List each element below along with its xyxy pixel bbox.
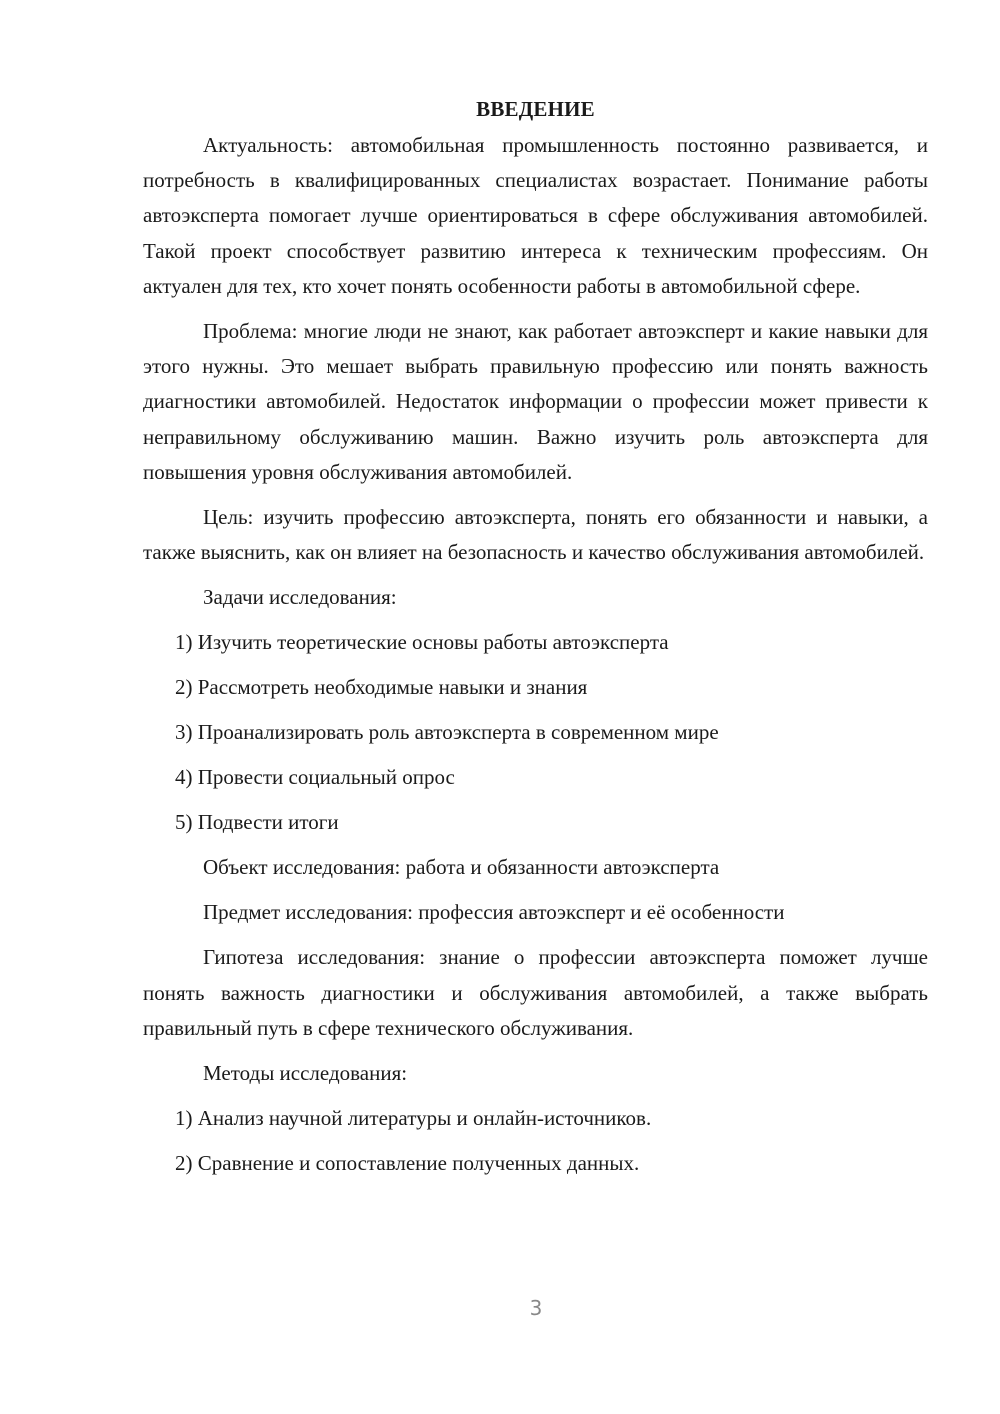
goal-paragraph: Цель: изучить профессию автоэксперта, понять его обязанности и навыки, а также выяснить, как он влияет на безопасность и качество обслуживания автомобилей.: [143, 505, 928, 565]
list-item: 2) Рассмотреть необходимые навыки и знания: [175, 675, 588, 700]
list-item: 2) Сравнение и сопоставление полученных данных.: [175, 1151, 640, 1176]
research-object: Объект исследования: работа и обязанности автоэксперта: [203, 855, 720, 880]
relevance-paragraph: Актуальность: автомобильная промышленность постоянно развивается, и потребность в квалифицированных специалистах возрастает. Понимание работы автоэксперта помогает лучше ориентироваться в сфере обслуживания автомобилей. Такой проект способствует развитию интереса к техническим профессиям. Он актуален для тех, кто хочет понять особенности работы в автомобильной сфере.: [143, 133, 928, 298]
page-number: 3: [529, 1296, 543, 1320]
section-title: ВВЕДЕНИЕ: [476, 97, 595, 121]
list-item: 4) Провести социальный опрос: [175, 765, 455, 790]
hypothesis-paragraph: Гипотеза исследования: знание о профессии автоэксперта поможет лучше понять важность диагностики и обслуживания автомобилей, а также выбрать правильный путь в сфере технического обслуживания.: [143, 945, 928, 1040]
list-item: 1) Анализ научной литературы и онлайн-источников.: [175, 1106, 652, 1131]
methods-list: [143, 1101, 928, 1181]
research-subject: Предмет исследования: профессия автоэксперт и её особенности: [203, 900, 785, 925]
problem-paragraph: Проблема: многие люди не знают, как работает автоэксперт и какие навыки для этого нужны. Это мешает выбрать правильную профессию или понять важность диагностики автомобилей. Недостаток информации о профессии может привести к неправильному обслуживанию машин. Важно изучить роль автоэксперта для повышения уровня обслуживания автомобилей.: [143, 319, 928, 484]
methods-heading: Методы исследования:: [203, 1061, 408, 1086]
list-item: 3) Проанализировать роль автоэксперта в современном мире: [175, 720, 719, 745]
tasks-heading: Задачи исследования:: [203, 585, 397, 610]
list-item: 1) Изучить теоретические основы работы автоэксперта: [175, 630, 669, 655]
list-item: 5) Подвести итоги: [175, 810, 339, 835]
tasks-list: [143, 625, 928, 840]
document-page: [143, 94, 928, 1191]
